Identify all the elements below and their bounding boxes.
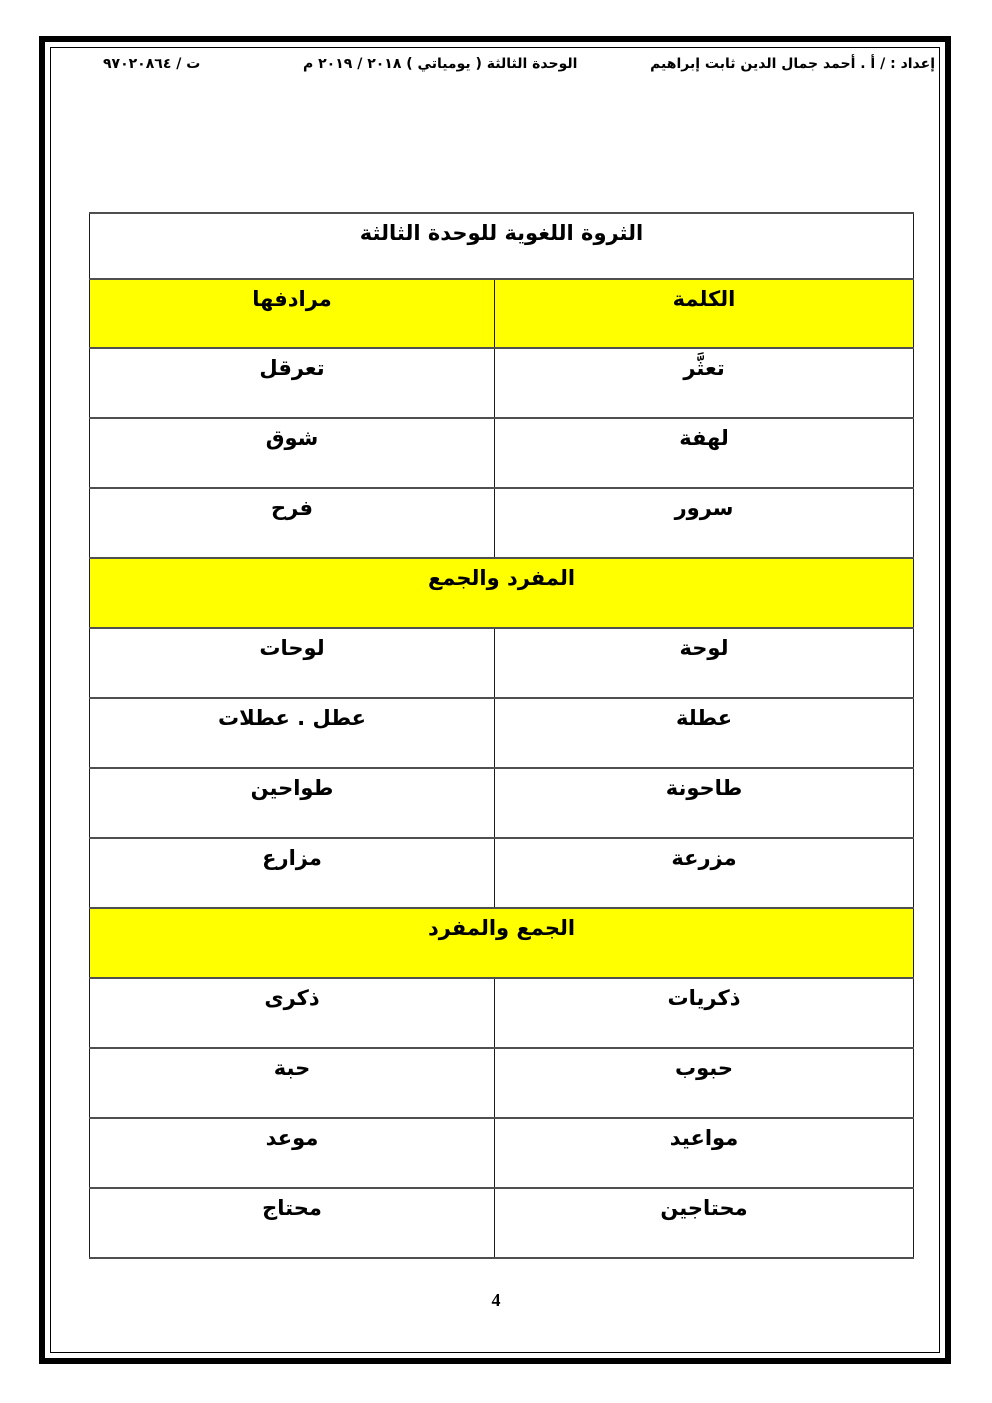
table-row	[90, 768, 914, 838]
table-row	[90, 628, 914, 698]
singular-cell: طاحونة	[495, 768, 914, 838]
plural-cell: طواحين	[90, 768, 495, 838]
table-row	[90, 1048, 914, 1118]
singular-cell: لوحة	[495, 628, 914, 698]
singular-cell: حبة	[90, 1048, 495, 1118]
plural-cell: حبوب	[495, 1048, 914, 1118]
table-row	[90, 488, 914, 558]
plural-cell: مواعيد	[495, 1118, 914, 1188]
synonym-cell: شوق	[90, 418, 495, 488]
section-header-plural-singular: الجمع والمفرد	[90, 908, 914, 978]
page-number: 4	[491, 1290, 501, 1310]
singular-cell: ذكرى	[90, 978, 495, 1048]
synonym-cell: فرح	[90, 488, 495, 558]
table-title: الثروة اللغوية للوحدة الثالثة	[90, 213, 914, 279]
table-row	[90, 698, 914, 768]
singular-cell: مزرعة	[495, 838, 914, 908]
plural-cell: لوحات	[90, 628, 495, 698]
table-row	[90, 978, 914, 1048]
word-cell: سرور	[495, 488, 914, 558]
vocabulary-table	[89, 212, 914, 1259]
header-prepared-by: إعداد : / أ . أحمد جمال الدين ثابت إبراهيم	[650, 56, 935, 72]
singular-cell: موعد	[90, 1118, 495, 1188]
plural-cell: مزارع	[90, 838, 495, 908]
plural-cell: عطل . عطلات	[90, 698, 495, 768]
table-row	[90, 348, 914, 418]
singular-cell: محتاج	[90, 1188, 495, 1258]
header-phone: ت / ٩٧٠٢٠٨٦٤	[103, 56, 201, 72]
section-header-singular-plural: المفرد والجمع	[90, 558, 914, 628]
table-row	[90, 838, 914, 908]
table-row	[90, 1118, 914, 1188]
singular-cell: عطلة	[495, 698, 914, 768]
word-cell: تعثَّر	[495, 348, 914, 418]
table-row	[90, 418, 914, 488]
column-header-synonym: مرادفها	[90, 279, 495, 348]
column-header-word: الكلمة	[495, 279, 914, 348]
plural-cell: ذكريات	[495, 978, 914, 1048]
synonym-cell: تعرقل	[90, 348, 495, 418]
plural-cell: محتاجين	[495, 1188, 914, 1258]
word-cell: لهفة	[495, 418, 914, 488]
header-unit-title: الوحدة الثالثة ( يومياتي ) ٢٠١٨ / ٢٠١٩ م	[303, 56, 578, 72]
table-row	[90, 1188, 914, 1258]
